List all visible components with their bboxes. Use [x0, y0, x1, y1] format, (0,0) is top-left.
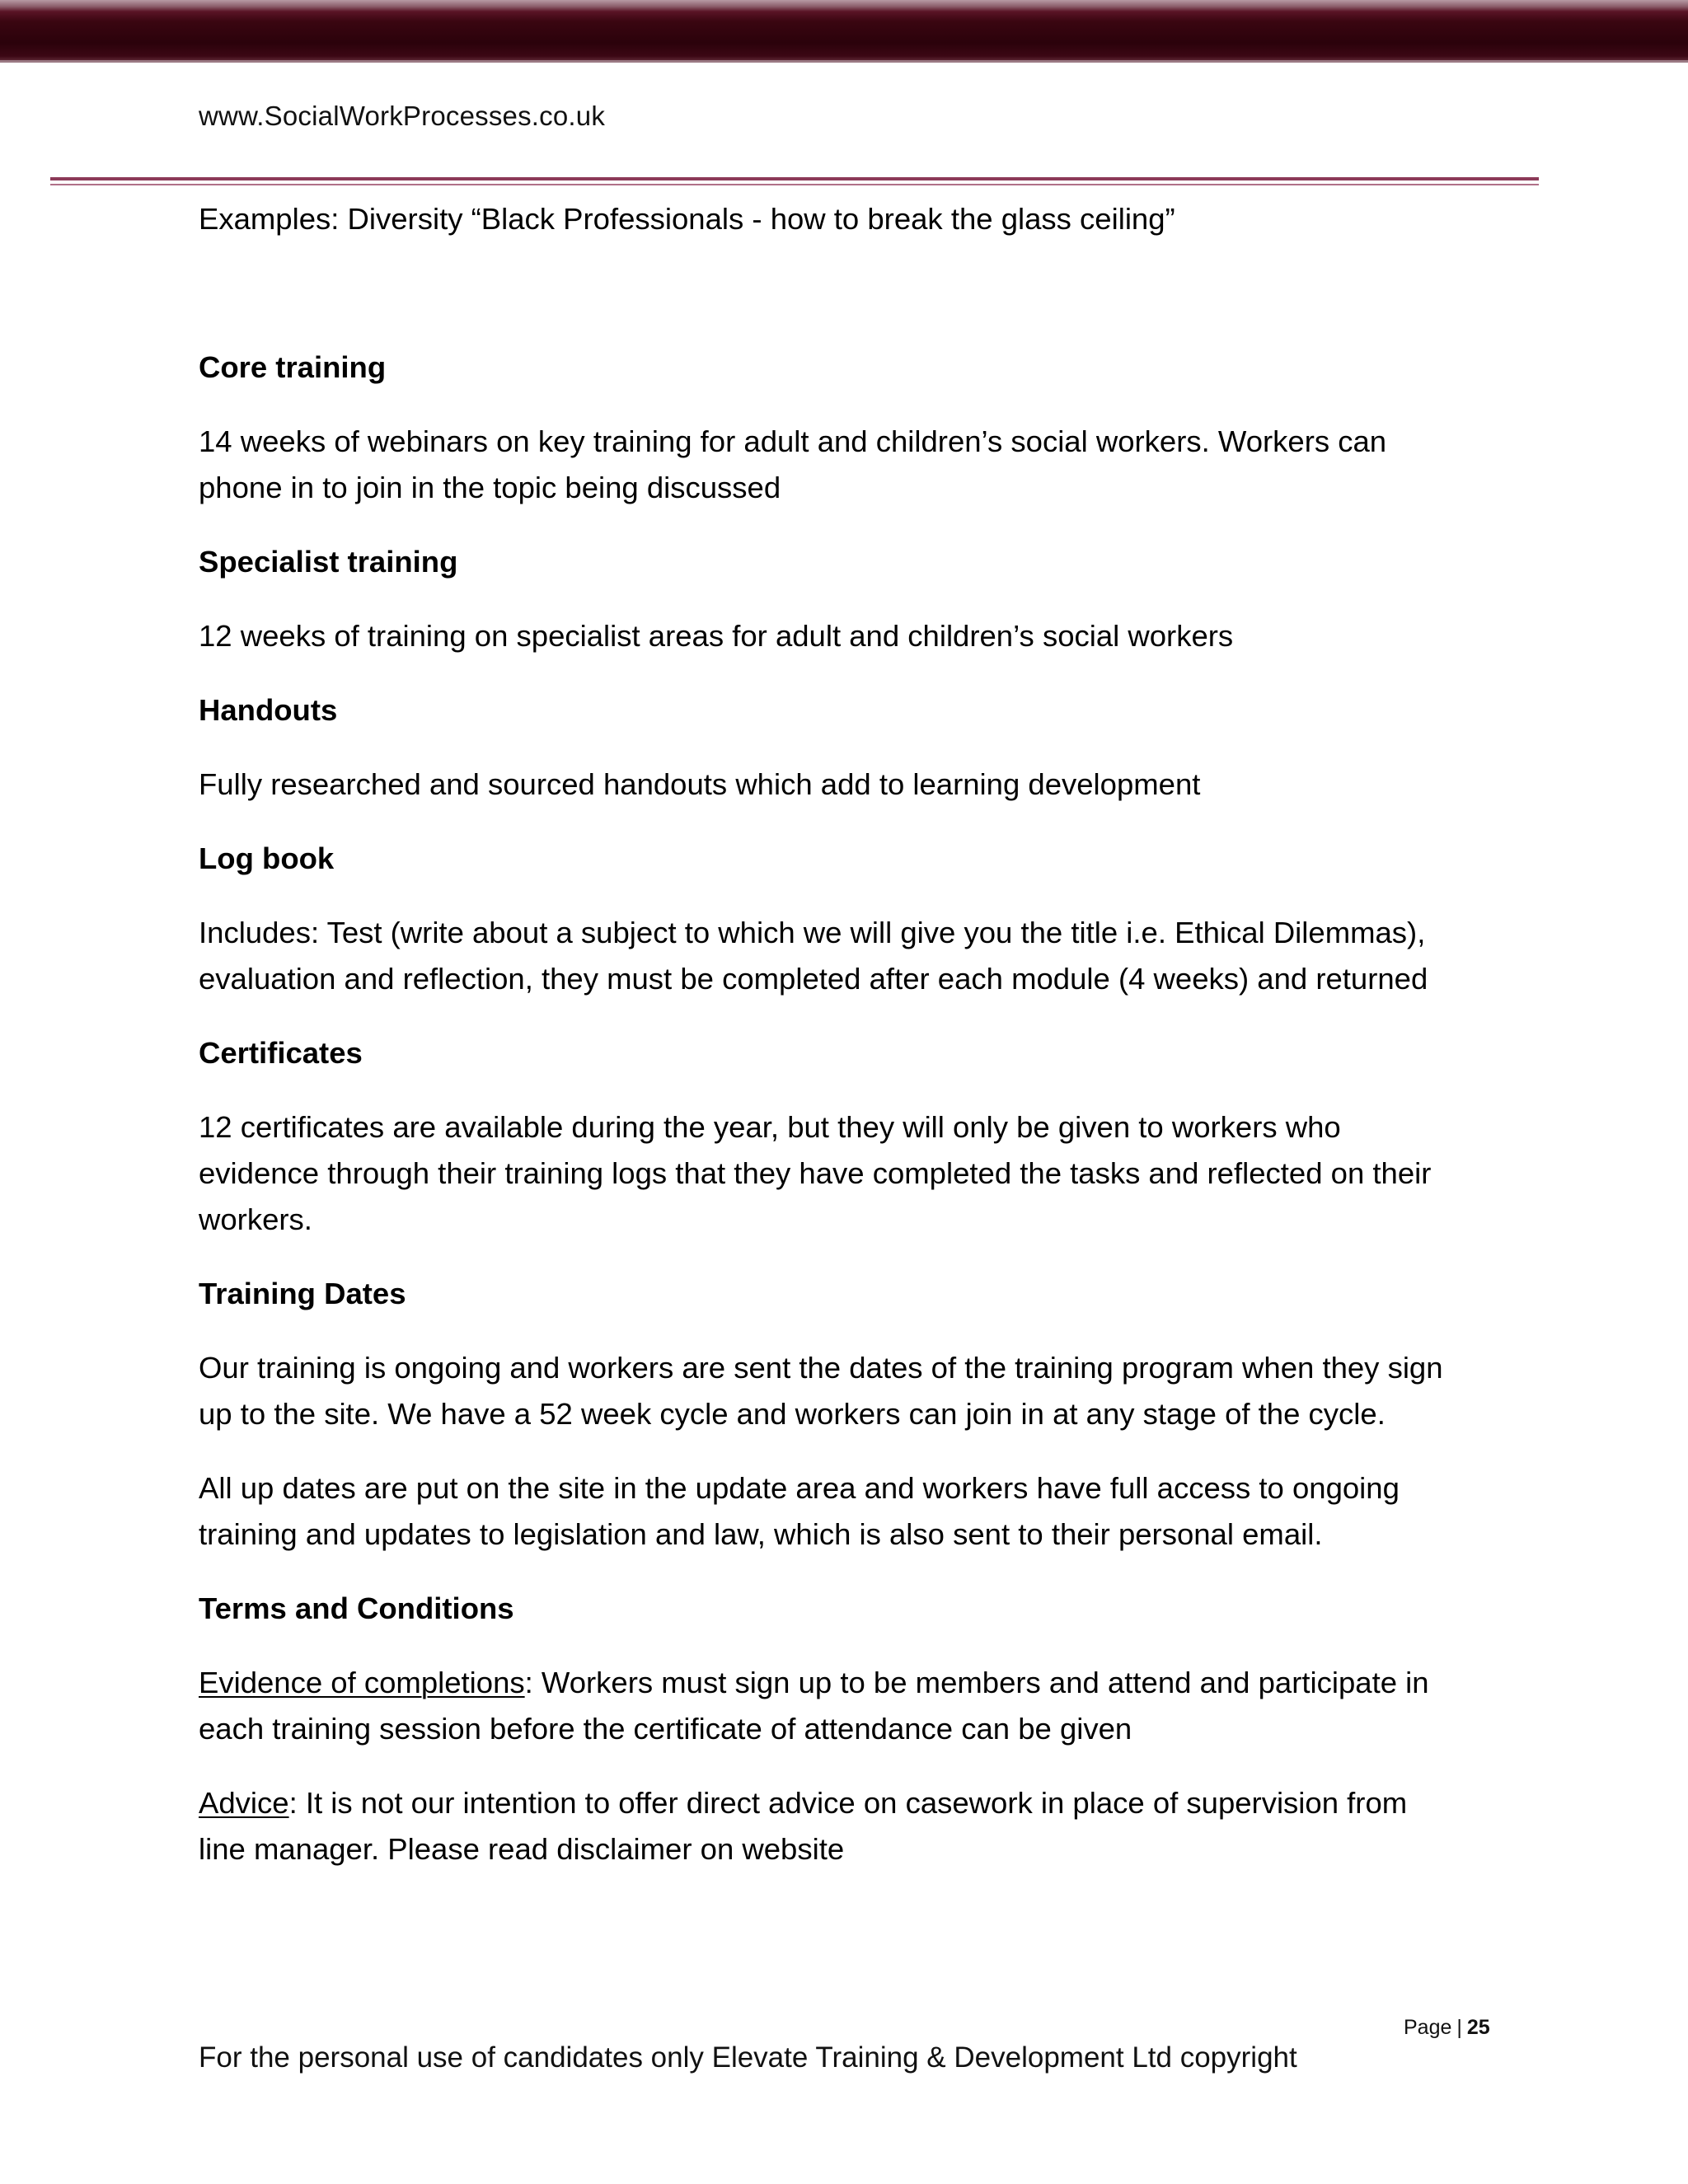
heading-training-dates: Training Dates: [199, 1277, 406, 1310]
heading-core-training: Core training: [199, 350, 387, 384]
footer-copyright: For the personal use of candidates only Elevate Training & Development Ltd copyright: [199, 2041, 1297, 2074]
evidence-line-2: each training session before the certificate of attendance can be given: [199, 1712, 1132, 1746]
heading-handouts: Handouts: [199, 693, 338, 727]
heading-log-book: Log book: [199, 841, 335, 875]
log-book-line-1: Includes: Test (write about a subject to which we will give you the title i.e. Ethical Dilemmas),: [199, 916, 1426, 949]
heading-terms-and-conditions: Terms and Conditions: [199, 1591, 514, 1625]
training-dates-line-3: All up dates are put on the site in the update area and workers have full access to ongoing: [199, 1471, 1400, 1505]
page-separator: |: [1456, 2016, 1462, 2039]
advice-label: Advice: [199, 1786, 289, 1820]
evidence-line-1: [199, 1660, 1501, 1706]
site-url: www.SocialWorkProcesses.co.uk: [199, 101, 606, 131]
certificates-line-2: evidence through their training logs that they have completed the tasks and reflected on their: [199, 1156, 1432, 1190]
log-book-line-2: evaluation and reflection, they must be completed after each module (4 weeks) and returned: [199, 962, 1428, 996]
handouts-line-1: Fully researched and sourced handouts which add to learning development: [199, 767, 1201, 801]
advice-line-2: line manager. Please read disclaimer on website: [199, 1832, 845, 1866]
evidence-line-1-text: : Workers must sign up to be members and attend and participate in: [524, 1666, 1429, 1699]
header-divider: [50, 177, 1539, 180]
training-dates-line-4: training and updates to legislation and law, which is also sent to their personal email.: [199, 1517, 1323, 1551]
training-dates-line-1: Our training is ongoing and workers are sent the dates of the training program when they sign: [199, 1351, 1443, 1385]
advice-line-1-text: : It is not our intention to offer direct advice on casework in place of supervision from: [288, 1786, 1408, 1820]
training-dates-line-2: up to the site. We have a 52 week cycle and workers can join in at any stage of the cycle.: [199, 1397, 1386, 1431]
page-number: 25: [1466, 2016, 1490, 2039]
evidence-of-completions-label: Evidence of completions: [199, 1666, 525, 1699]
header-divider-secondary: [50, 184, 1539, 185]
core-training-line-2: phone in to join in the topic being discussed: [199, 471, 781, 504]
intro-line: Examples: Diversity “Black Professionals - how to break the glass ceiling”: [199, 202, 1175, 236]
page-word: Page: [1404, 2016, 1452, 2039]
heading-specialist-training: Specialist training: [199, 545, 458, 579]
page-number-label: [1404, 2016, 1490, 2040]
certificates-line-1: 12 certificates are available during the year, but they will only be given to workers who: [199, 1110, 1341, 1144]
header-color-band: [0, 0, 1688, 63]
advice-line-1: [199, 1780, 1501, 1826]
core-training-line-1: 14 weeks of webinars on key training for adult and children’s social workers. Workers can: [199, 424, 1387, 458]
heading-certificates: Certificates: [199, 1036, 363, 1070]
certificates-line-3: workers.: [199, 1202, 312, 1236]
specialist-training-line-1: 12 weeks of training on specialist areas for adult and children’s social workers: [199, 619, 1234, 653]
